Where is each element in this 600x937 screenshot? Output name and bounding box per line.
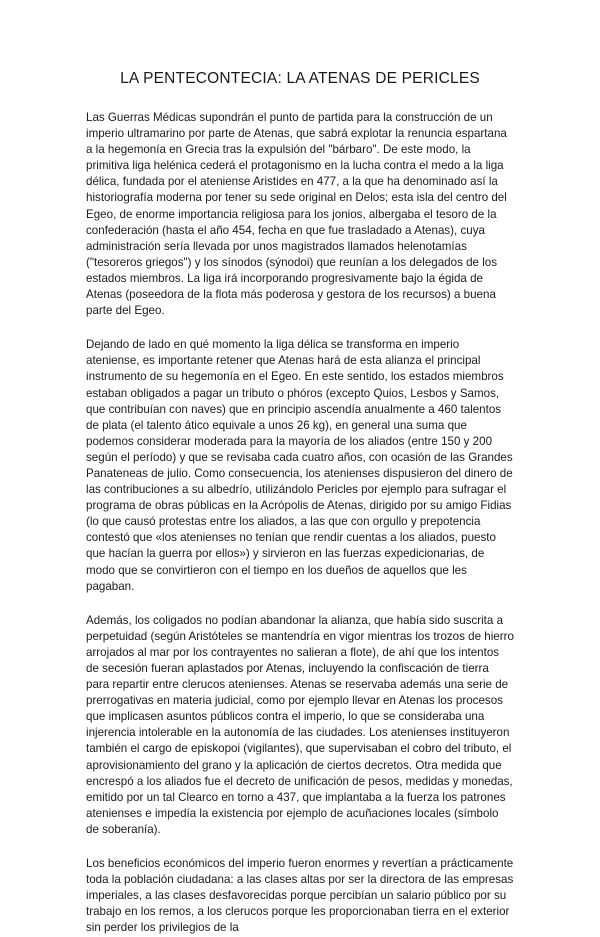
paragraph-3: Además, los coligados no podían abandonar la alianza, que había sido suscrita a perpetuidad (según Aristóteles se mantendría en vigor mientras los trozos de hierro arrojados al mar por los contrayentes no salieran a flote), de ahí que los intentos de secesión fueran aplastados por Atenas, incluyendo la confiscación de tierra para repartir entre clerucos atenienses. Atenas se reservaba además una serie de prerrogativas en materia judicial, como por ejemplo llevar en Atenas los procesos que implicasen asuntos públicos contra el imperio, lo que se consideraba una injerencia intolerable en la autonomía de las ciudades. Los atenienses instituyeron también el cargo de episkopoi (vigilantes), que supervisaban el cobro del tributo, el aprovisionamiento del grano y la aplicación de ciertos decretos. Otra medida que encrespó a los aliados fue el decreto de unificación de pesos, medidas y monedas, emitido por un tal Clearco en torno a 437, que implantaba a la fuerza los patrones atenienses e impedía la existencia por ejemplo de acuñaciones locales (símbolo de soberanía). bbox=[86, 613, 514, 836]
paragraph-4: Los beneficios económicos del imperio fueron enormes y revertían a prácticamente toda la población ciudadana: a las clases altas por ser la directora de las empresas imperiales, a las clases desfavorecidas porque percibían un salario público por su trabajo en los remos, a los clerucos porque les proporcionaban tierra en el exterior sin perder los privilegios de la bbox=[86, 857, 514, 935]
document-title: LA PENTECONTECIA: LA ATENAS DE PERICLES bbox=[120, 70, 480, 87]
paragraph-1: Las Guerras Médicas supondrán el punto de partida para la construcción de un imperio ultramarino por parte de Atenas, que sabrá explotar la renuncia espartana a la hegemonía en Grecia tras la expulsión del "bárbaro". De este modo, la primitiva liga helénica cederá el protagonismo en la lucha contra el medo a la liga délica, fundada por el ateniense Aristides en 477, a la que ha denominado así la historiografía moderna por tener su sede original en Delos; esta isla del centro del Egeo, de enorme importancia religiosa para los jonios, albergaba el tesoro de la confederación (hasta el año 454, fecha en que fue trasladado a Atenas), cuya administración sería llevada por unos magistrados llamados helenotamías ("tesoreros griegos") y los sínodos (sýnodoi) que reunían a los delegados de los estados miembros. La liga irá incorporando progresivamente bajo la égida de Atenas (poseedora de la flota más poderosa y gestora de los recursos) a buena parte del Egeo. bbox=[86, 111, 507, 318]
paragraph-2: Dejando de lado en qué momento la liga délica se transforma en imperio ateniense, es importante retener que Atenas hará de esta alianza el principal instrumento de su hegemonía en el Egeo. En este sentido, los estados miembros estaban obligados a pagar un tributo o phóros (excepto Quios, Lesbos y Samos, que contribuían con naves) que en principio ascendía anualmente a 460 talentos de plata (el talento ático equivale a unos 26 kg), en general una suma que podemos considerar moderada para la mayoría de los aliados (entre 150 y 200 según el período) y que se revisaba cada cuatro años, con ocasión de las Grandes Panateneas de julio. Como consecuencia, los atenienses dispusieron del dinero de las contribuciones a su albedrío, utilizándolo Pericles por ejemplo para sufragar el programa de obras públicas en la Acrópolis de Atenas, dirigido por su amigo Fidias (lo que causó protestas entre los aliados, a las que con orgullo y prepotencia contestó que «los atenienses no tenían que rendir cuentas a los aliados, puesto que hacían la guerra por ellos») y sirvieron en las fuerzas expedicionarias, de modo que se convirtieron con el tiempo en los dueños de aquellos que les pagaban. bbox=[86, 338, 513, 593]
